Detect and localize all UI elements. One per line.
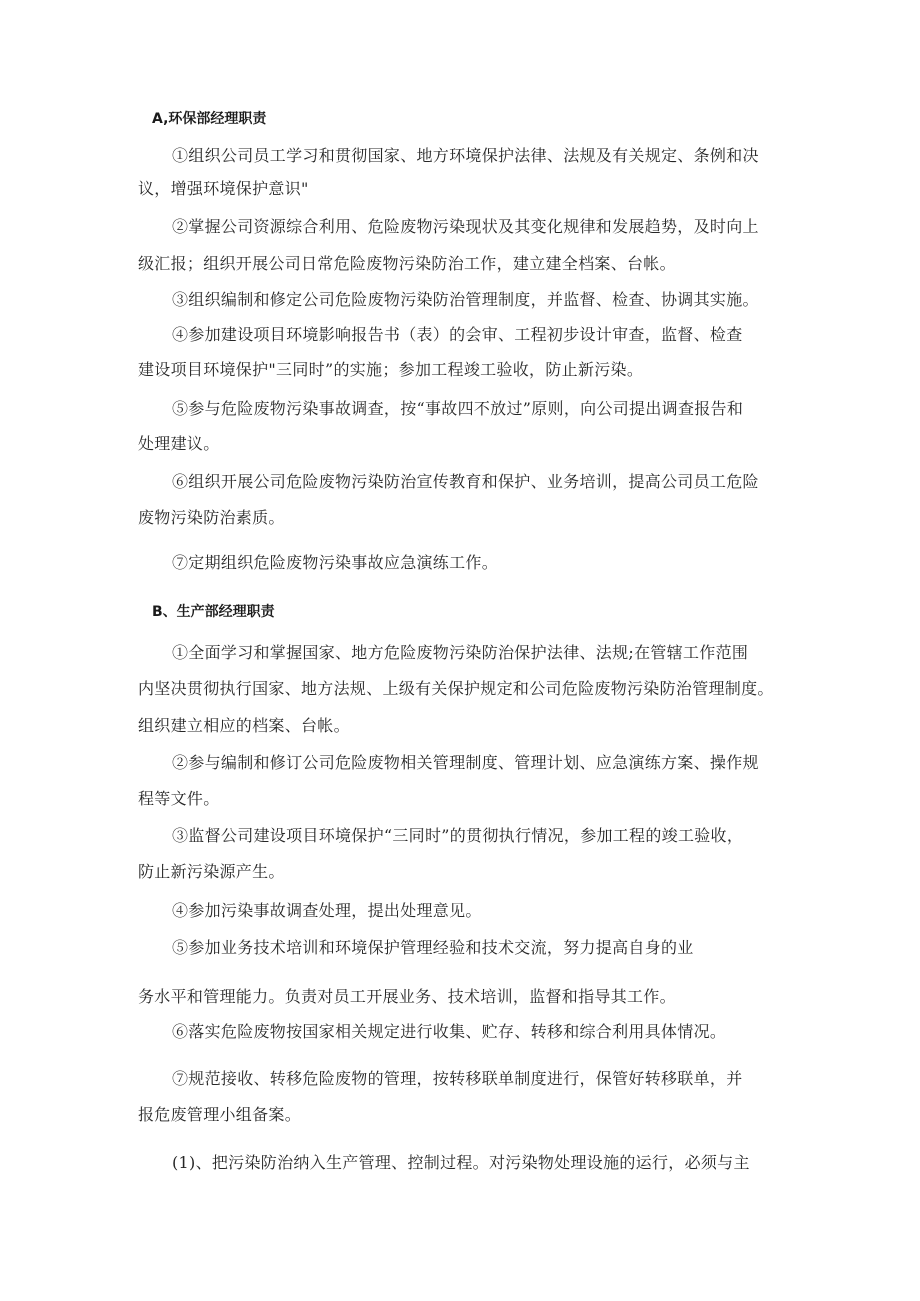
paragraph-line: 组织建立相应的档案、台帐。 [138,716,350,735]
paragraph-line: 议，增强环境保护意识" [138,179,309,198]
paragraph-line: 级汇报；组织开展公司日常危险废物污染防治工作，建立建全档案、台帐。 [138,254,676,273]
paragraph-line: ②掌握公司资源综合利用、危险废物污染现状及其变化规律和发展趋势，及时向上 [172,217,759,236]
paragraph-line: ⑦定期组织危险废物污染事故应急演练工作。 [172,553,499,572]
paragraph-line: 废物污染防治素质。 [138,508,285,527]
paragraph-line: ⑥组织开展公司危险废物污染防治宣传教育和保护、业务培训，提高公司员工危险 [172,472,759,491]
paragraph-line: ③监督公司建设项目环境保护“三同时”的贯彻执行情况，参加工程的竣工验收， [172,826,744,845]
paragraph-line: ③组织编制和修定公司危险废物污染防治管理制度，并监督、检查、协调其实施。 [172,290,759,309]
paragraph-line: ⑦规范接收、转移危险废物的管理，按转移联单制度进行，保管好转移联单，并 [172,1069,743,1088]
paragraph-line: (1)、把污染防治纳入生产管理、控制过程。对污染物处理设施的运行，必须与主 [172,1153,750,1172]
paragraph-line: 务水平和管理能力。负责对员工开展业务、技术培训，监督和指导其工作。 [138,987,676,1006]
paragraph-line: 防止新污染源产生。 [138,862,285,881]
section-a-heading: A,环保部经理职责 [152,111,267,127]
paragraph-line: ④参加建设项目环境影响报告书（表）的会审、工程初步设计审查，监督、检查 [172,325,743,344]
paragraph-line: 建设项目环境保护"三同时”的实施；参加工程竣工验收，防止新污染。 [138,360,644,379]
paragraph-line: ⑤参与危险废物污染事故调查，按“事故四不放过”原则，向公司提出调查报告和 [172,399,744,418]
paragraph-line: 程等文件。 [138,789,220,808]
paragraph-line: ①组织公司员工学习和贯彻国家、地方环境保护法律、法规及有关规定、条例和决 [172,146,759,165]
section-b-heading: B、生产部经理职责 [152,604,275,620]
paragraph-line: 内坚决贯彻执行国家、地方法规、上级有关保护规定和公司危险废物污染防治管理制度。 [138,679,774,698]
paragraph-line: ④参加污染事故调查处理，提出处理意见。 [172,901,482,920]
paragraph-line: 报危废管理小组备案。 [138,1105,302,1124]
paragraph-line: ⑤参加业务技术培训和环境保护管理经验和技术交流，努力提高自身的业 [172,938,694,957]
paragraph-line: 处理建议。 [138,434,220,453]
paragraph-line: ⑥落实危险废物按国家相关规定进行收集、贮存、转移和综合利用具体情况。 [172,1022,727,1041]
paragraph-line: ②参与编制和修订公司危险废物相关管理制度、管理计划、应急演练方案、操作规 [172,753,759,772]
paragraph-line: ①全面学习和掌握国家、地方危险废物污染防治保护法律、法规;在管辖工作范围 [172,643,749,662]
